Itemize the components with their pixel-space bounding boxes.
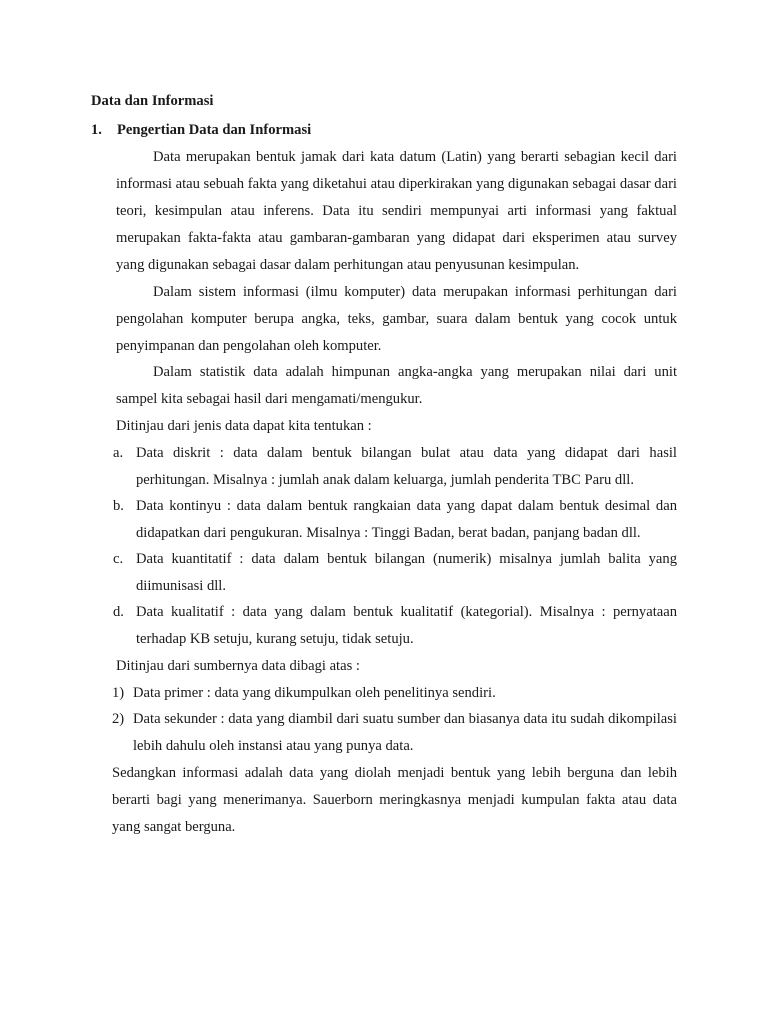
list-item-text: Data sekunder : data yang diambil dari suatu sumber dan biasanya data itu sudah dikompilasi lebih dahulu oleh instansi atau yang punya data. — [133, 711, 677, 754]
jenis-intro: Ditinjau dari jenis data dapat kita tentukan : — [116, 418, 372, 434]
section-heading-text: Pengertian Data dan Informasi — [117, 122, 312, 138]
list-marker: a. — [113, 445, 124, 461]
list-item-text: Data diskrit : data dalam bentuk bilangan bulat atau data yang didapat dari hasil perhitungan. Misalnya : jumlah anak dalam keluarga, jumlah penderita TBC Paru dll. — [136, 445, 677, 488]
list-marker: b. — [113, 498, 124, 514]
list-marker: 1) — [112, 685, 125, 701]
paragraph-closing: Sedangkan informasi adalah data yang diolah menjadi bentuk yang lebih berguna dan lebih berarti bagi yang menerimanya. Sauerborn meringkasnya menjadi kumpulan fakta atau data yang sangat berguna. — [112, 765, 677, 835]
list-item-sumber-2 — [112, 706, 677, 760]
paragraph-statistik: Dalam statistik data adalah himpunan angka-angka yang merupakan nilai dari unit sampel kita sebagai hasil dari mengamati/mengukur. — [116, 364, 677, 407]
paragraph-definition: Data merupakan bentuk jamak dari kata datum (Latin) yang berarti sebagian kecil dari informasi atau sebuah fakta yang diketahui atau diperkirakan yang digunakan sebagai dasar dari teori, kesimpulan atau inferens. Data itu sendiri mempunyai arti informasi yang faktual merupakan fakta-fakta atau gambaran-gambaran yang didapat dari eksperimen atau survey yang digunakan sebagai dasar dalam perhitungan atau penyusunan kesimpulan. — [116, 149, 677, 273]
document-title: Data dan Informasi — [91, 93, 214, 109]
list-marker: d. — [113, 604, 124, 620]
list-item-text: Data kuantitatif : data dalam bentuk bilangan (numerik) misalnya jumlah balita yang diimunisasi dll. — [136, 551, 677, 594]
list-item-text: Data primer : data yang dikumpulkan oleh penelitinya sendiri. — [133, 685, 496, 701]
sumber-intro: Ditinjau dari sumbernya data dibagi atas : — [116, 658, 360, 674]
list-item-jenis-a — [113, 440, 677, 494]
list-item-text: Data kontinyu : data dalam bentuk rangkaian data yang dapat dalam bentuk desimal dan didapatkan dari pengukuran. Misalnya : Tinggi Badan, berat badan, panjang badan dll. — [136, 498, 677, 541]
section-heading — [91, 122, 311, 139]
list-item-jenis-c — [113, 546, 677, 600]
list-item-sumber-1 — [112, 680, 677, 707]
list-item-jenis-b — [113, 493, 677, 547]
list-item-text: Data kualitatif : data yang dalam bentuk kualitatif (kategorial). Misalnya : pernyataan terhadap KB setuju, kurang setuju, tidak setuju. — [136, 604, 677, 647]
list-marker: 2) — [112, 711, 125, 727]
list-marker: c. — [113, 551, 124, 567]
paragraph-sistem-informasi: Dalam sistem informasi (ilmu komputer) data merupakan informasi perhitungan dari pengolahan komputer berupa angka, teks, gambar, suara dalam bentuk yang cocok untuk penyimpanan dan pengolahan oleh komputer. — [116, 284, 677, 354]
section-number: 1. — [91, 122, 102, 138]
list-item-jenis-d — [113, 599, 677, 653]
